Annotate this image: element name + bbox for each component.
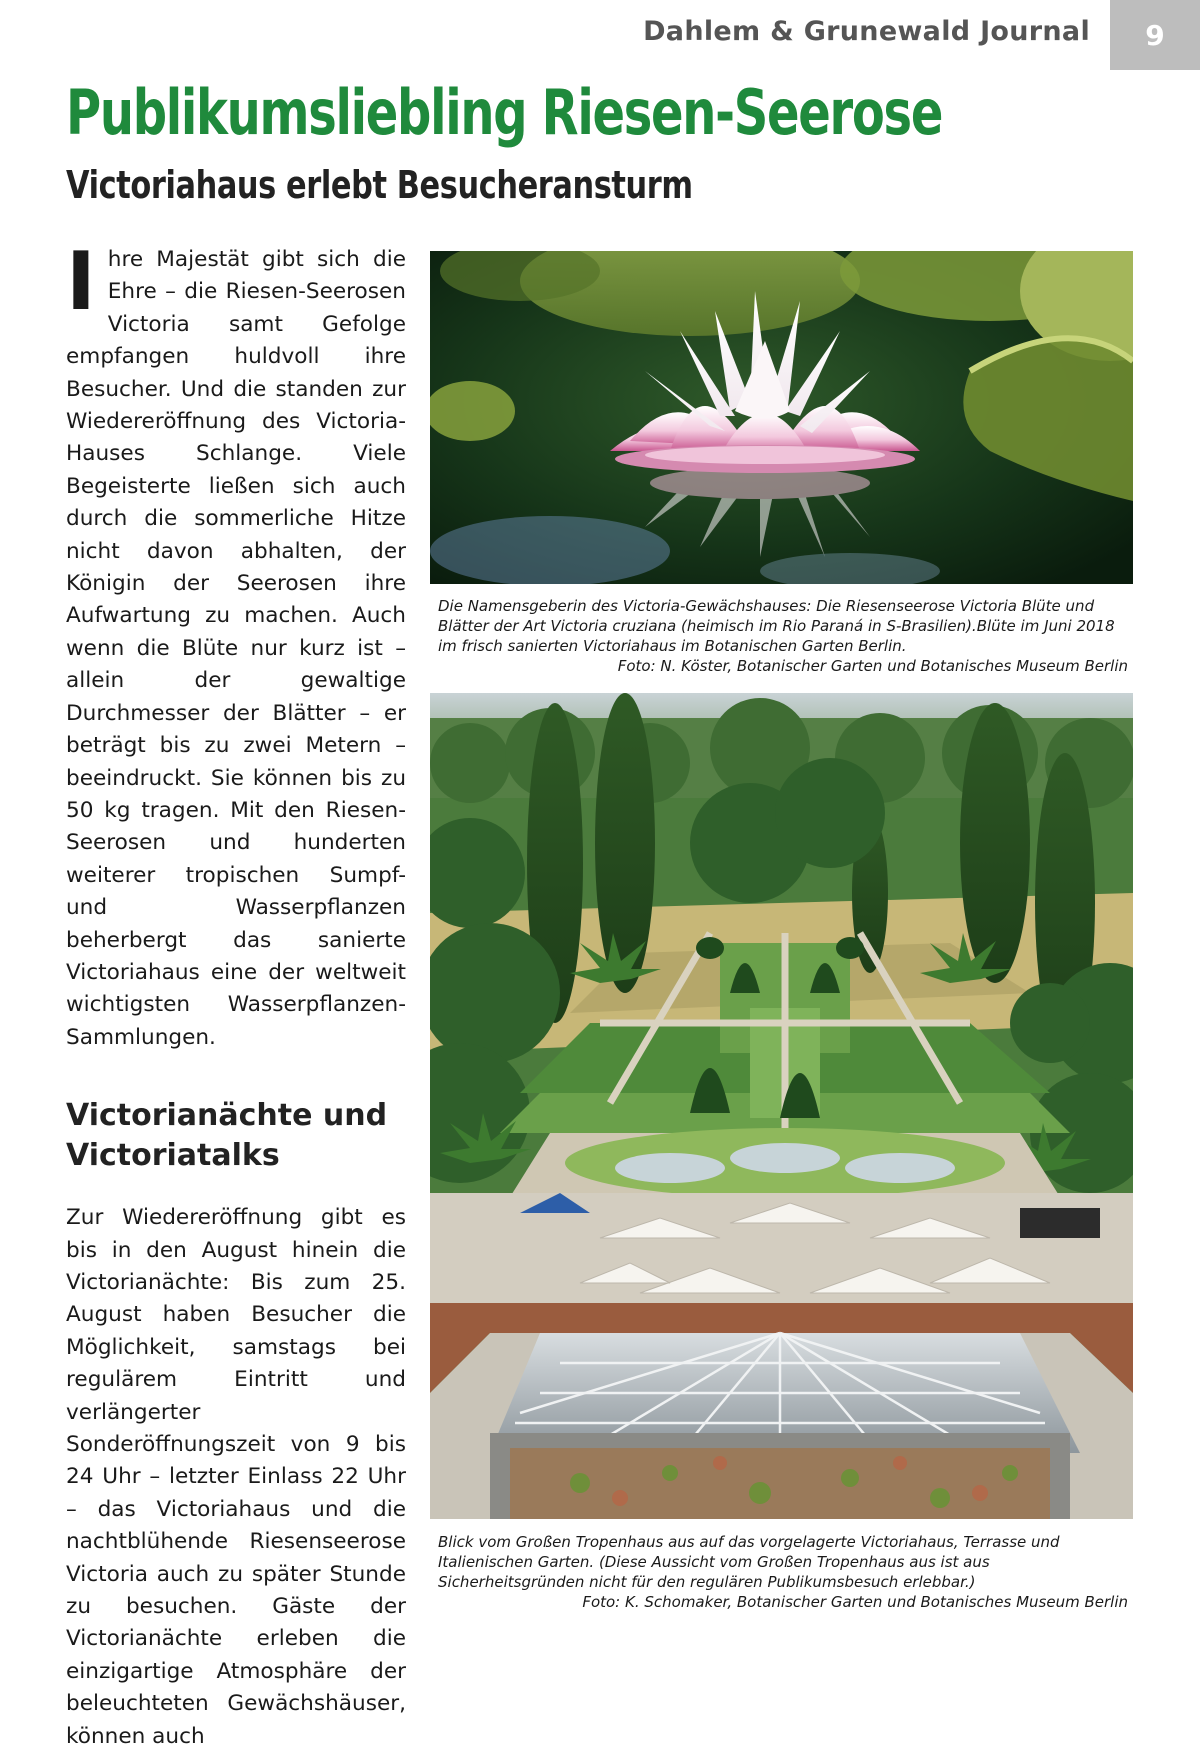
page-number: 9: [1145, 18, 1165, 52]
page-number-tab: [1110, 0, 1200, 70]
photo-caption-2: [438, 1532, 1128, 1612]
text-column: [66, 235, 406, 1753]
section-heading: Victorianächte und Victoriatalks: [66, 1098, 388, 1174]
article-subheadline: Victoriahaus erlebt Besucheransturm: [66, 163, 693, 207]
dropcap-letter: I: [66, 235, 96, 328]
garden-aerial-illustration: [430, 693, 1133, 1519]
article-headline: Publikumsliebling Riesen-Seerose: [66, 76, 943, 149]
photo-caption-1: [438, 596, 1128, 676]
journal-title: Dahlem & Grunewald Journal: [643, 16, 1090, 47]
photo-credit-1: Foto: N. Köster, Botanischer Garten und Botanisches Museum Berlin: [617, 657, 1128, 675]
caption-text-2: Blick vom Großen Tropenhaus aus auf das vorgelagerte Victoriahaus, Terrasse und Italienischen Garten. (Diese Aussicht vom Großen Tropenhaus aus ist aus Sicherheitsgründen nicht für den regulären Publikumsbesuch erlebbar.): [438, 1533, 1060, 1591]
garden-aerial-photo: [430, 693, 1133, 1519]
intro-text: hre Majestät gibt sich die Ehre – die Riesen-Seerosen Victoria samt Gefolge empfangen huldvoll ihre Besucher. Und die standen zur Wiedereröffnung des Victoria-Hauses Schlange. Viele Begeisterte ließen sich auch durch die sommerliche Hitze nicht davon abhalten, der Königin der Seerosen ihre Aufwartung zu machen. Auch wenn die Blüte nur kurz ist – allein der gewaltige Durchmesser der Blätter – er beträgt bis zu zwei Metern – beeindruckt. Sie können bis zu 50 kg tragen. Mit den Riesen-Seerosen und hunderten weiterer tropischen Sumpf- und Wasserpflanzen beherbergt das sanierte Victoriahaus eine der weltweit wichtigsten Wasserpflanzen-Sammlungen.: [66, 247, 406, 1050]
photo-credit-2: Foto: K. Schomaker, Botanischer Garten und Botanisches Museum Berlin: [582, 1593, 1128, 1611]
intro-paragraph: [66, 235, 406, 1054]
section-paragraph: Zur Wiedereröffnung gibt es bis in den August hinein die Victorianächte: Bis zum 25. August haben Besucher die Möglichkeit, samstags bei regulärem Eintritt und verlängerter Sonderöffnungszeit von 9 bis 24 Uhr – letzter Einlass 22 Uhr – das Victoriahaus und die nachtblühende Riesenseerose Victoria auch zu später Stunde zu besuchen. Gäste der Victorianächte erleben die einzigartige Atmosphäre der beleuchteten Gewächshäuser, können auch: [66, 1205, 406, 1749]
caption-text-1: Die Namensgeberin des Victoria-Gewächshauses: Die Riesenseerose Victoria Blüte und Blätter der Art Victoria cruziana (heimisch im Rio Paraná in S-Brasilien).Blüte im Juni 2018 im frisch sanierten Victoriahaus im Botanischen Garten Berlin.: [438, 597, 1115, 655]
water-lily-photo: [430, 251, 1133, 584]
water-lily-illustration: [430, 251, 1133, 584]
